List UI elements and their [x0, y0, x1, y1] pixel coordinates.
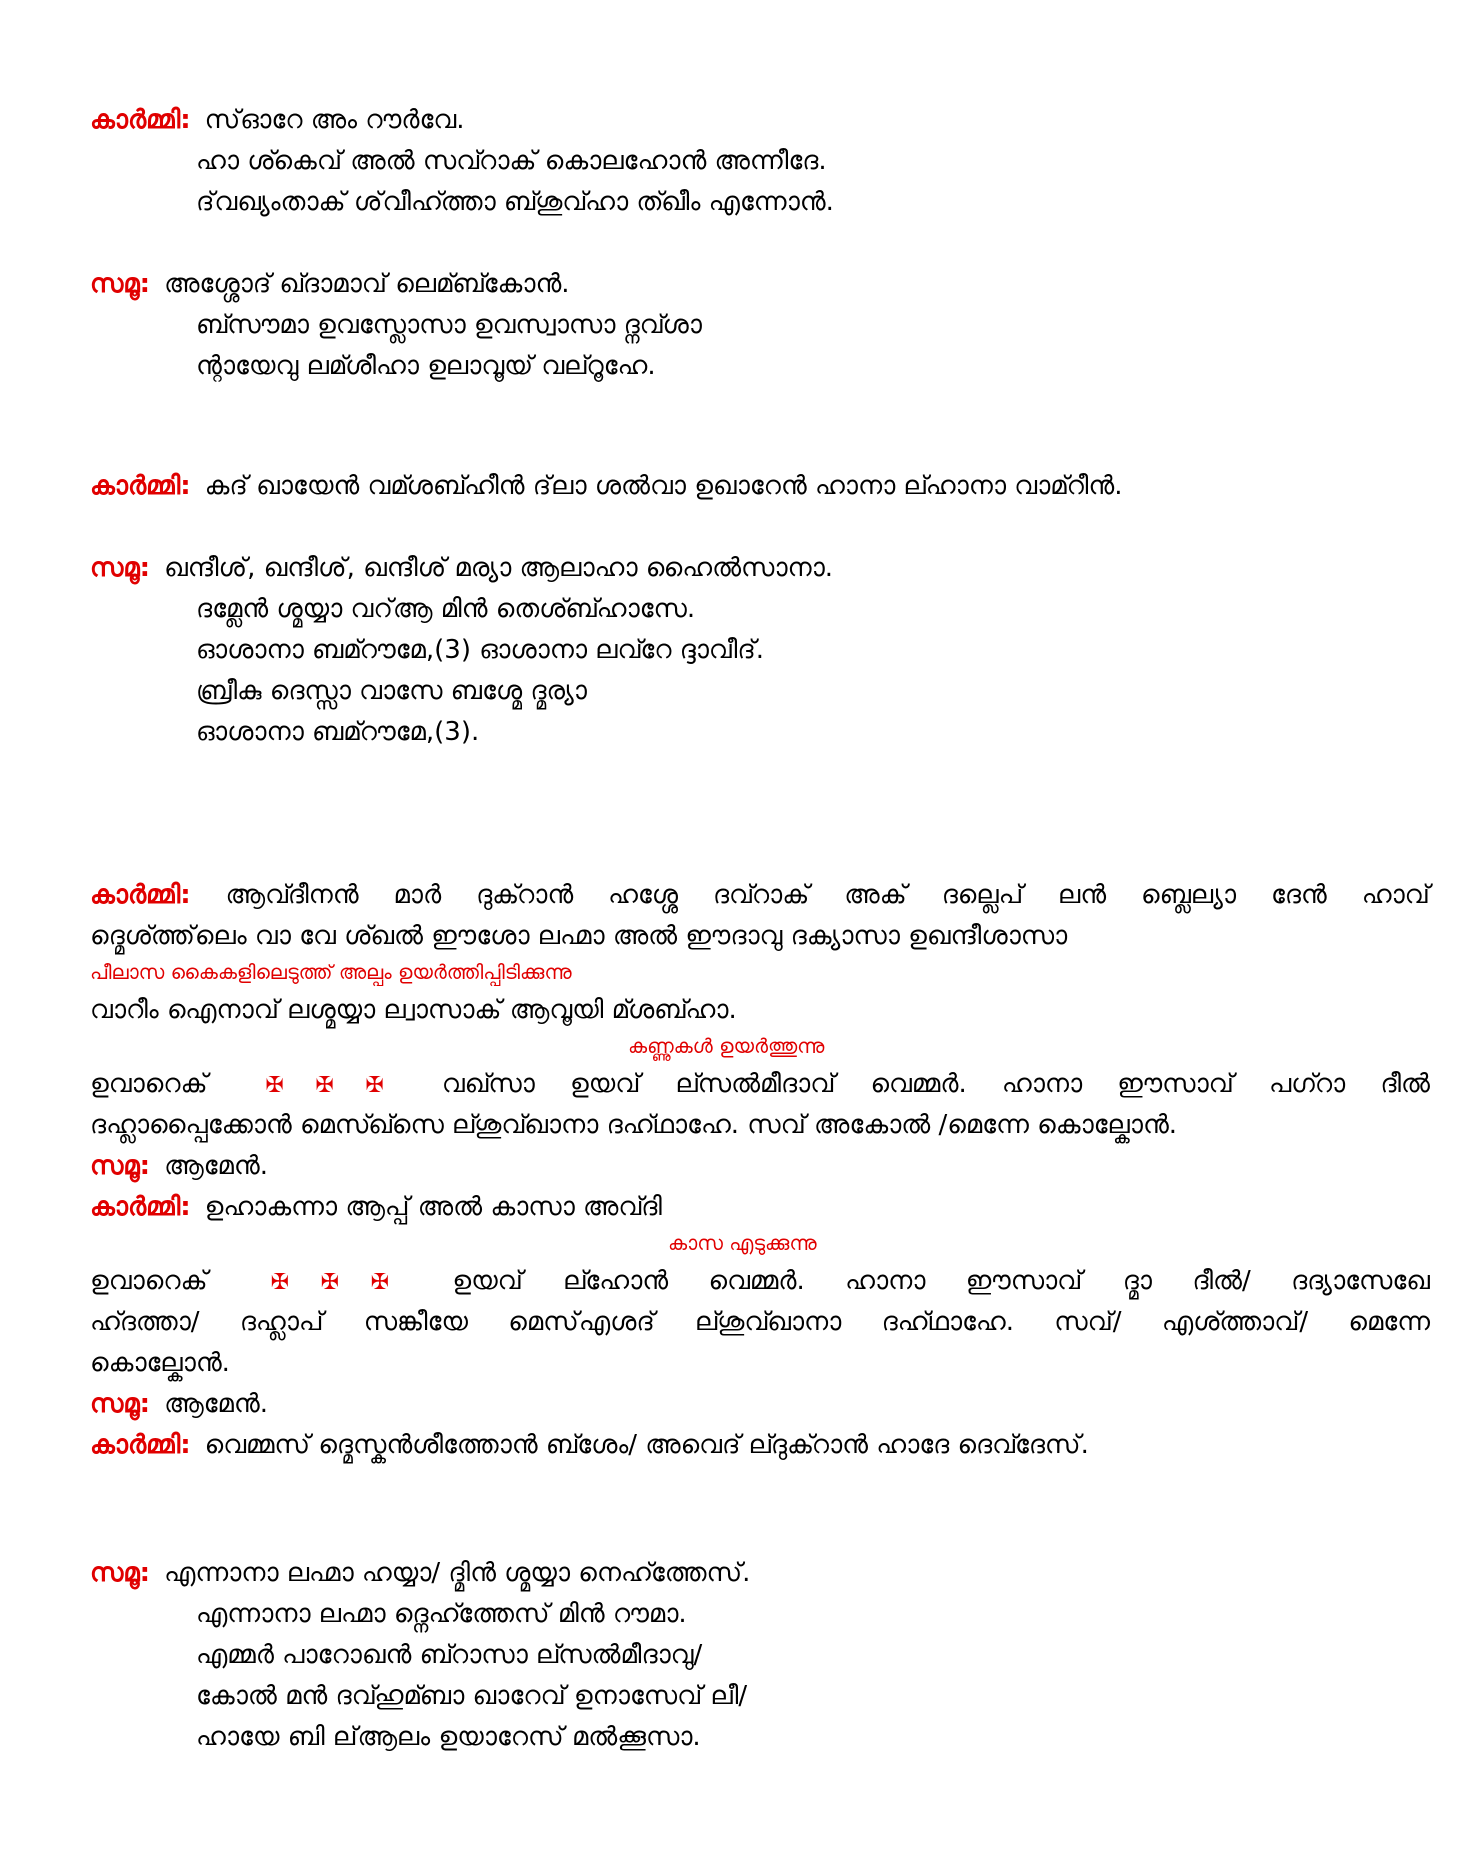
maltese-cross-icon: ✠ — [315, 1073, 334, 1098]
priest-line — [90, 100, 465, 140]
text-line: സ്ഓറേ അം റൗർവേ. — [204, 105, 465, 135]
word: ദുക്റാൻ — [476, 880, 574, 910]
word: ദേൻ — [1270, 880, 1327, 910]
speaker-people: സമൂ: — [90, 553, 151, 583]
rubric-note: പീലാസ കൈകളിലെടുത്ത് അല്പം ഉയർത്തിപ്പിടിക്കുന്നു — [90, 960, 572, 984]
word: സവ്/ — [1054, 1307, 1122, 1337]
priest-line — [90, 466, 1123, 506]
text-line: ന്റായേവു ലമ്ശീഹാ ഉലാവൂയ് വല്റൂഹേ. — [196, 351, 656, 381]
speaker-priest: കാർമ്മി: — [90, 1430, 191, 1460]
word: മെന്നേ — [1348, 1307, 1430, 1337]
text-line: ഓശാനാ ബമ്റൗമേ,(3) ഓശാനാ ലവ്റേ ദ്ദാവീദ്. — [196, 635, 765, 665]
word: ലൻ — [1058, 880, 1107, 910]
word: ല്ഹോൻ — [563, 1266, 669, 1296]
text-line: ബ്രീകു ദെസ്സാ വാസേ ബശ്മേ ദ്മര്യാ — [196, 676, 587, 706]
text-line: കൊല്കോൻ. — [90, 1348, 230, 1378]
word: ഉയവ് — [452, 1266, 523, 1296]
speaker-people: സമൂ: — [90, 1151, 151, 1181]
word: വെമ്മർ. — [870, 1069, 967, 1099]
word: പഗ്റാ — [1268, 1069, 1346, 1099]
text-line: അശ്ശോദ് ഖ്ദാമാവ് ലെമ്ബ്കോൻ. — [164, 269, 570, 299]
word: ദദ്യാസേഖേ — [1291, 1266, 1430, 1296]
word: ല്ശുവ്ഖാനാ — [695, 1307, 842, 1337]
word: ദ്മാ — [1122, 1266, 1152, 1296]
word: സങ്കീയേ — [363, 1307, 468, 1337]
priest-line — [90, 1425, 1089, 1465]
people-line — [90, 1384, 268, 1424]
word: ഈസാവ് — [965, 1266, 1083, 1296]
text-line-justified — [90, 1302, 1430, 1342]
maltese-cross-icon: ✠ — [365, 1073, 384, 1098]
rubric-note: കണ്ണുകൾ ഉയർത്തുന്നു — [628, 1034, 825, 1058]
word: ഹ്ദത്താ/ — [90, 1307, 200, 1337]
text-line: ഉഹാകന്നാ ആപ്പ് അൽ കാസാ അവ്ദി — [204, 1192, 662, 1222]
priest-line — [90, 1187, 662, 1227]
word: ഹാനാ — [845, 1266, 926, 1296]
word: ഹശ്ശേ — [608, 880, 679, 910]
speaker-people: സമൂ: — [90, 269, 151, 299]
text-line: ദമ്ലേൻ ശ്മയ്യാ വറ്ആ മിൻ തെശ്ബ്ഹാസേ. — [196, 594, 696, 624]
word: ല്സൽമീദാവ് — [675, 1069, 836, 1099]
maltese-cross-icon: ✠ — [270, 1270, 290, 1295]
text-line: കോൽ മൻ ദവ്ഹുമ്ബാ ഖാറേവ് ഉനാസേവ് ലീ/ — [196, 1681, 748, 1711]
text-line: വാറീം ഐനാവ് ലശ്മയ്യാ ല്വാസാക് ആവൂയി മ്ശബ്ഹാ. — [90, 995, 737, 1025]
word: ഈസാവ് — [1117, 1069, 1234, 1099]
people-line — [90, 264, 570, 304]
people-line — [90, 548, 833, 588]
text-line: ഹാ ശ്കെവ് അൽ സവ്റാക് കൊലഹോൻ അന്നീദേ. — [196, 146, 827, 176]
word: ഹാനാ — [1001, 1069, 1083, 1099]
text-line: വെമ്മസ് ദ്മെസ്കൻശീത്തോൻ ബ്ശേം/ അവെദ് ല്ദുക്റാൻ ഹാദേ ദെവ്ദേസ്. — [204, 1430, 1089, 1460]
people-line — [90, 1146, 268, 1186]
text-line: എമ്മർ പാറോഖൻ ബ്റാസാ ല്സൽമീദാവു/ — [196, 1640, 703, 1670]
maltese-cross-icon: ✠ — [265, 1073, 284, 1098]
text-line: ഹായേ ബി ല്ആലം ഉയാറേസ് മൽക്കൂസാ. — [196, 1722, 701, 1752]
word: മാർ — [393, 880, 442, 910]
blessing-line-justified — [90, 1064, 1430, 1106]
text-line: ആമേൻ. — [164, 1389, 268, 1419]
word: വഖ്സാ — [441, 1069, 535, 1099]
word: അക് — [844, 880, 907, 910]
word: ദീൽ — [1380, 1069, 1430, 1099]
sign-of-cross-group — [266, 1263, 394, 1303]
word: ഉവാറെക് — [90, 1069, 208, 1099]
text-line: ഖന്ദീശ്, ഖന്ദീശ്, ഖന്ദീശ് മര്യാ ആലാഹാ ഹൈൽസാനാ. — [164, 553, 834, 583]
word: ദവ്റാക് — [712, 880, 810, 910]
text-line: ദ്മെശ്ത്ത്‌ലെം വാ വേ ശ്ഖൽ ഈശോ ലഹ്മാ അൽ ഈദാവു ദക്യാസാ ഉഖന്ദീശാസാ — [90, 921, 1068, 951]
text-line: ദ്‌വഖ്യംതാക് ശ്‌വീഹ്ത്താ ബ്ശുവ്ഹാ ത്ഖീം എന്നോൻ. — [196, 187, 834, 217]
maltese-cross-icon: ✠ — [370, 1270, 390, 1295]
priest-line-justified — [90, 875, 1430, 915]
text-line: ഓശാനാ ബമ്റൗമേ,(3). — [196, 717, 480, 747]
word: ആവ്ദീനൻ — [225, 880, 359, 910]
word: എശ്ത്താവ്/ — [1161, 1307, 1309, 1337]
maltese-cross-icon: ✠ — [320, 1270, 340, 1295]
word: മെസ്എശദ് — [508, 1307, 655, 1337]
word: ബ്ലെല്യാ — [1141, 880, 1237, 910]
text-line: എന്നാനാ ലഹ്മാ ദ്നെഹ്ത്തേസ് മിൻ റൗമാ. — [196, 1599, 687, 1629]
text-line: ആമേൻ. — [164, 1151, 268, 1181]
word: ദീൽ/ — [1192, 1266, 1251, 1296]
speaker-priest: കാർമ്മി: — [90, 880, 191, 910]
text-line: ദഹ്ലാപ്പൈക്കോൻ മെസ്ഖ്സെ ല്ശുവ്ഖാനാ ദഹ്ഥാഹേ. സവ് അകോൽ /മെന്നേ കൊല്കോൻ. — [90, 1110, 1178, 1140]
word: വെമ്മർ. — [708, 1266, 805, 1296]
blessing-line-justified — [90, 1261, 1430, 1303]
speaker-people: സമൂ: — [90, 1389, 151, 1419]
rubric-note: കാസ എടുക്കുന്നു — [668, 1231, 817, 1255]
text-line: എന്നാനാ ലഹ്മാ ഹയ്യാ/ ദ്മിൻ ശ്മയ്യാ നെഹ്ത്തേസ്. — [164, 1558, 751, 1588]
speaker-priest: കാർമ്മി: — [90, 471, 191, 501]
word: ഉയവ് — [569, 1069, 641, 1099]
speaker-priest: കാർമ്മി: — [90, 105, 191, 135]
word: ഹാവ് — [1361, 880, 1430, 910]
text-line: കദ് ഖായേൻ വമ്ശബ്ഹീൻ ദ്‌ലാ ശൽവാ ഉഖാറേൻ ഹാനാ ല്ഹാനാ വാമ്റീൻ. — [204, 471, 1123, 501]
word: ദല്ലെപ് — [941, 880, 1024, 910]
speaker-priest: കാർമ്മി: — [90, 1192, 191, 1222]
speaker-people: സമൂ: — [90, 1558, 151, 1588]
people-line — [90, 1553, 750, 1593]
word: ദഹ്ഥാഹേ. — [881, 1307, 1015, 1337]
sign-of-cross-group — [261, 1066, 389, 1106]
word: ഉവാറെക് — [90, 1266, 208, 1296]
word: ദഹ്ലാപ് — [239, 1307, 324, 1337]
text-line: ബ്സൗമാ ഉവസ്ലോസാ ഉവസ്വാസാ ദ്നവ്ശാ — [196, 310, 702, 340]
